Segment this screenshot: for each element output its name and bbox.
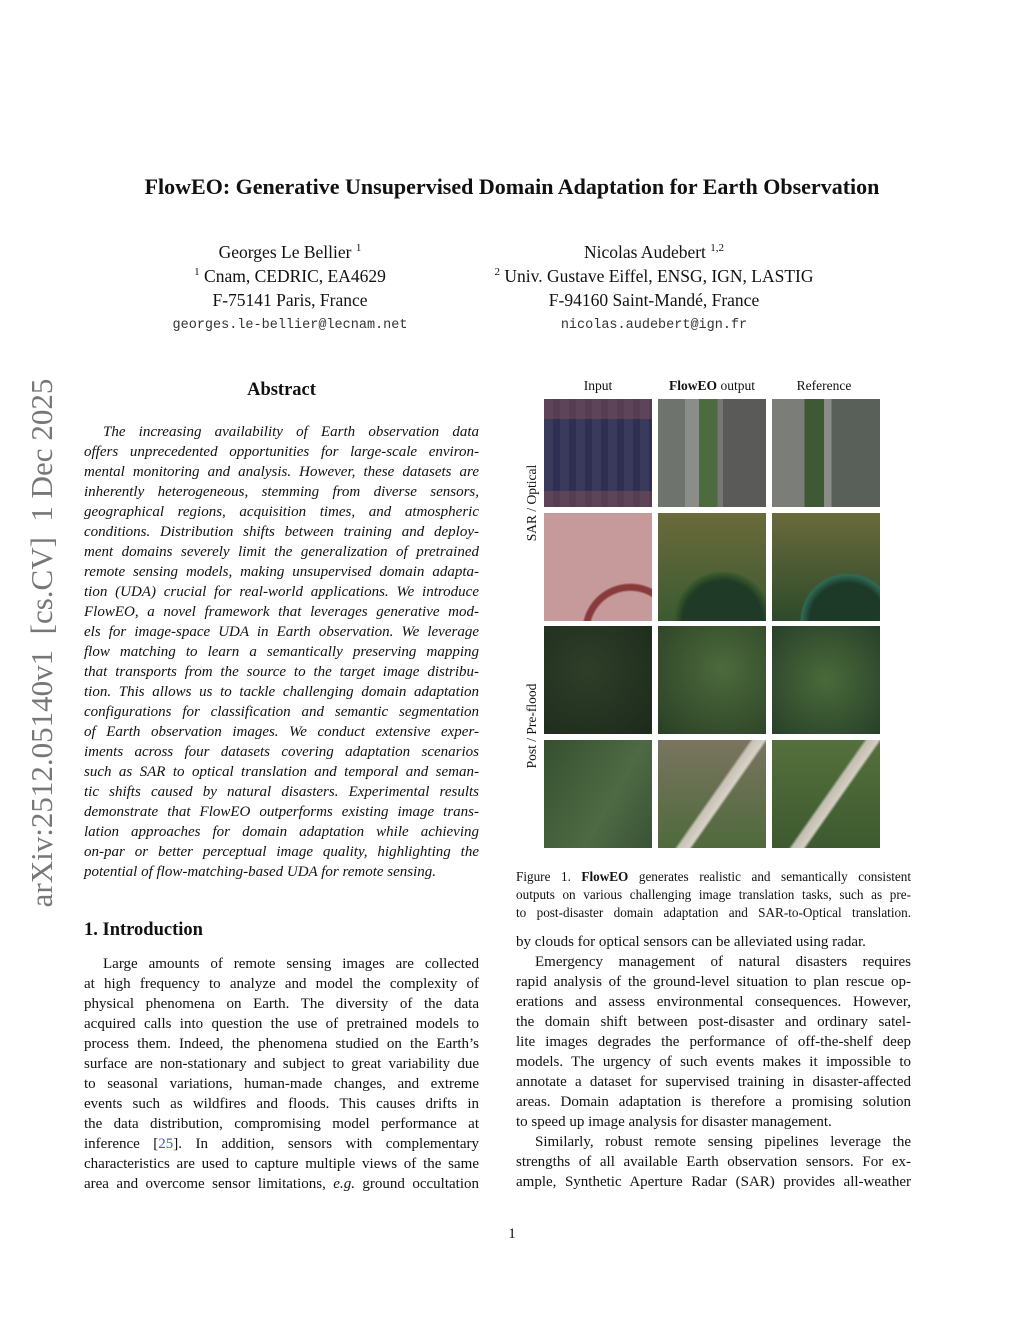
image-reference-1 bbox=[772, 399, 880, 507]
image-sar-input-1 bbox=[544, 399, 652, 507]
image-floweo-output-3 bbox=[658, 626, 766, 734]
affiliation: Univ. Gustave Eiffel, ENSG, IGN, LASTIG bbox=[504, 266, 814, 286]
text-line: tion (UDA) crucial for real-world applications. We introduce bbox=[84, 584, 479, 600]
text-line: that transports from the source to the target image distribu- bbox=[84, 664, 479, 680]
paragraph bbox=[516, 952, 911, 1132]
text-span: area and overcome sensor limitations, bbox=[84, 1176, 334, 1192]
text-line: Similarly, robust remote sensing pipelines leverage the bbox=[535, 1134, 911, 1150]
text-span: Figure 1. bbox=[516, 869, 582, 884]
text-line: at high frequency to analyze and model the complexity of bbox=[84, 976, 479, 992]
address: F-75141 Paris, France bbox=[212, 290, 368, 310]
text-line: to post-disaster domain adaptation and SAR-to-Optical translation. bbox=[516, 905, 911, 920]
right-column-body bbox=[516, 932, 911, 1192]
author-1 bbox=[140, 240, 440, 338]
arxiv-stamp: arXiv:2512.05140v1 [cs.CV] 1 Dec 2025 bbox=[24, 378, 59, 908]
image-reference-2 bbox=[772, 513, 880, 621]
text-line: tic shifts caused by natural disasters. Experimental results bbox=[84, 784, 479, 800]
text-line: to speed up image analysis for disaster management. bbox=[516, 1114, 832, 1130]
intro-heading: 1. Introduction bbox=[84, 920, 203, 940]
text-line: on-par or better perceptual image quality, highlighting the bbox=[84, 844, 479, 860]
author-2 bbox=[454, 240, 854, 338]
text-span: inference [ bbox=[84, 1136, 159, 1152]
image-reference-4 bbox=[772, 740, 880, 848]
paragraph bbox=[516, 932, 911, 952]
abstract-body bbox=[84, 422, 479, 882]
text-line: configurations for classification and semantic segmentation bbox=[84, 704, 479, 720]
text-line bbox=[84, 1174, 479, 1194]
image-sar-input-2 bbox=[544, 513, 652, 621]
text-line: mental monitoring and analysis. However, these datasets are bbox=[84, 464, 479, 480]
text-span: ]. In addition, sensors with complementary bbox=[173, 1136, 479, 1152]
text-line: geographical regions, acquisition times, and atmospheric bbox=[84, 504, 479, 520]
text-line: the domain shift between post-disaster and ordinary satel- bbox=[516, 1014, 911, 1030]
author-name: Georges Le Bellier bbox=[218, 242, 352, 262]
image-flood-input-2 bbox=[544, 740, 652, 848]
author-sup: 1,2 bbox=[710, 242, 725, 254]
text-line: the data distribution, compromising model performance at bbox=[84, 1116, 479, 1132]
text-line: outputs on various challenging image translation tasks, such as pre- bbox=[516, 887, 911, 902]
text-line: els for image-space UDA in Earth observation. We leverage bbox=[84, 624, 479, 640]
text-line: ample, Synthetic Aperture Radar (SAR) provides all-weather bbox=[516, 1174, 911, 1190]
aff-sup: 1 bbox=[194, 266, 200, 278]
text-line: rapid analysis of the ground-level situation to plan rescue op- bbox=[516, 974, 911, 990]
text-line: erations and assess environmental consequences. However, bbox=[516, 994, 911, 1010]
image-floweo-output-1 bbox=[658, 399, 766, 507]
text-line: potential of flow-matching-based UDA for remote sensing. bbox=[84, 864, 437, 880]
text-line: characteristics are used to capture multiple views of the same bbox=[84, 1156, 479, 1172]
text-line: process them. Indeed, the phenomena studied on the Earth’s bbox=[84, 1036, 479, 1052]
text-line: models. The urgency of such events makes it impossible to bbox=[516, 1054, 911, 1070]
text-line: tion. This allows us to tackle challenging domain adaptation bbox=[84, 684, 479, 700]
text-span: generates realistic and semantically consistent bbox=[628, 869, 911, 884]
text-line: annotate a dataset for supervised training in disaster-affected bbox=[516, 1074, 911, 1090]
text-line: such as SAR to optical translation and temporal and seman- bbox=[84, 764, 479, 780]
abstract-heading: Abstract bbox=[247, 380, 316, 400]
paper-title: FlowEO: Generative Unsupervised Domain Adaptation for Earth Observation bbox=[144, 174, 880, 199]
address: F-94160 Saint-Mandé, France bbox=[548, 290, 760, 310]
text-line: flow matching to learn a semantically preserving mapping bbox=[84, 644, 479, 660]
citation-link[interactable]: 25 bbox=[158, 1136, 174, 1152]
row-label-flood: Post / Pre-flood bbox=[524, 683, 539, 769]
row-label-sar-optical: SAR / Optical bbox=[524, 464, 539, 542]
text-line: physical phenomena on Earth. The diversity of the data bbox=[84, 996, 479, 1012]
email[interactable]: georges.le-bellier@lecnam.net bbox=[172, 318, 408, 333]
text-line bbox=[84, 1134, 479, 1154]
text-line: acquired calls into question the use of pretrained models to bbox=[84, 1016, 479, 1032]
paragraph bbox=[516, 1132, 911, 1192]
text-line: offers unprecedented opportunities for large-scale environ- bbox=[84, 444, 479, 460]
text-line: strengths of all available Earth observation sensors. For ex- bbox=[516, 1154, 911, 1170]
text-line: demonstrate that FlowEO outperforms existing image trans- bbox=[84, 804, 479, 820]
text-span: e.g. bbox=[333, 1176, 355, 1192]
text-line: surface are non-stationary and subject to great variability due bbox=[84, 1056, 479, 1072]
text-span: ground occultation bbox=[354, 1176, 479, 1192]
text-line: The increasing availability of Earth observation data bbox=[103, 424, 479, 440]
image-reference-3 bbox=[772, 626, 880, 734]
col-label-input: Input bbox=[583, 378, 613, 393]
col-label-floweo: FlowEO output bbox=[669, 378, 755, 393]
affiliation: Cnam, CEDRIC, EA4629 bbox=[204, 266, 386, 286]
text-line: FlowEO, a novel framework that leverages generative mod- bbox=[84, 604, 479, 620]
text-line: inherently heterogeneous, stemming from diverse sensors, bbox=[84, 484, 479, 500]
email[interactable]: nicolas.audebert@ign.fr bbox=[560, 318, 748, 333]
figure-caption bbox=[516, 868, 911, 922]
text-line: ment domains severely limit the generalization of pretrained bbox=[84, 544, 479, 560]
image-floweo-output-4 bbox=[658, 740, 766, 848]
aff-sup: 2 bbox=[494, 266, 500, 278]
author-name: Nicolas Audebert bbox=[583, 242, 706, 262]
intro-body bbox=[84, 954, 479, 1194]
page-number: 1 bbox=[508, 1226, 516, 1242]
text-line: areas. Domain adaptation is therefore a promising solution bbox=[516, 1094, 911, 1110]
text-line: conditions. Distribution shifts between training and deploy- bbox=[84, 524, 479, 540]
image-floweo-output-2 bbox=[658, 513, 766, 621]
text-line: Emergency management of natural disasters requires bbox=[535, 954, 911, 970]
text-line: lation approaches for domain adaptation while achieving bbox=[84, 824, 479, 840]
image-flood-input-1 bbox=[544, 626, 652, 734]
text-line: by clouds for optical sensors can be alleviated using radar. bbox=[516, 934, 866, 950]
text-line: iments across four datasets covering adaptation scenarios bbox=[84, 744, 479, 760]
text-line: Large amounts of remote sensing images are collected bbox=[103, 956, 479, 972]
text-line: events such as wildfires and floods. This causes drifts in bbox=[84, 1096, 479, 1112]
text-line bbox=[516, 868, 911, 886]
text-span: FlowEO bbox=[581, 869, 629, 884]
text-line: to seasonal variations, human-made changes, and extreme bbox=[84, 1076, 479, 1092]
text-line: of Earth observation images. We conduct extensive exper- bbox=[84, 724, 479, 740]
col-label-reference: Reference bbox=[796, 378, 852, 393]
text-line: remote sensing models, making unsupervised domain adapta- bbox=[84, 564, 479, 580]
text-line: lite images degrades the performance of off-the-shelf deep bbox=[516, 1034, 911, 1050]
author-sup: 1 bbox=[355, 242, 362, 254]
